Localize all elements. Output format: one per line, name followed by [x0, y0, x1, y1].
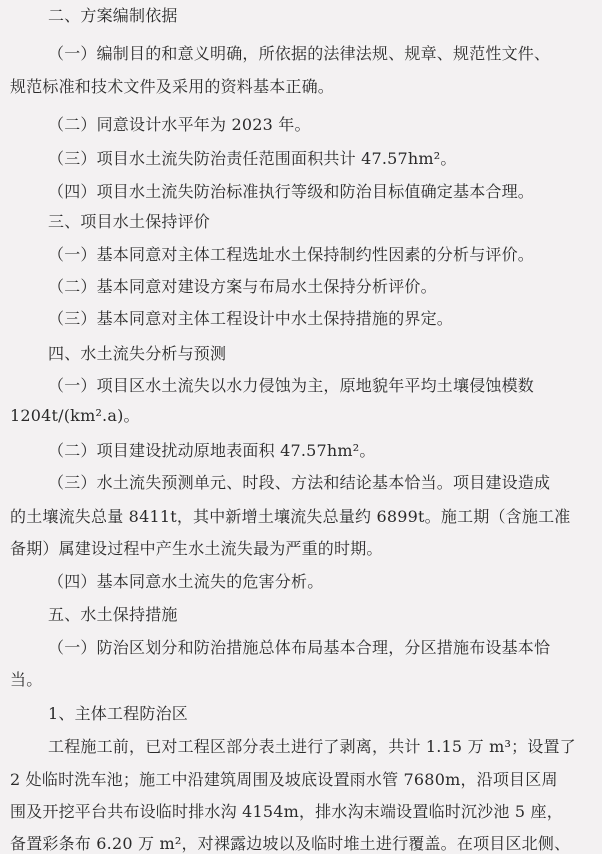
heading-section-5: 五、水土保持措施	[48, 605, 178, 624]
paragraph-line: 备期）属建设过程中产生水土流失最为严重的时期。	[10, 539, 383, 558]
paragraph-line: （三）基本同意对主体工程设计中水土保持措施的界定。	[48, 309, 454, 328]
paragraph-line: 2 处临时洗车池；施工中沿建筑周围及坡底设置雨水管 7680m，沿项目区周	[10, 770, 558, 789]
paragraph-line: 的土壤流失总量 8411t，其中新增土壤流失总量约 6899t。施工期（含施工准	[10, 507, 571, 526]
heading-section-4: 四、水土流失分析与预测	[48, 344, 227, 363]
paragraph-line: （四）基本同意水土流失的危害分析。	[48, 572, 324, 591]
heading-section-3: 三、项目水土保持评价	[48, 212, 211, 231]
heading-section-2: 二、方案编制依据	[48, 6, 178, 25]
paragraph-line: （三）水土流失预测单元、时段、方法和结论基本恰当。项目建设造成	[48, 473, 551, 492]
paragraph-line: （四）项目水土流失防治标准执行等级和防治目标值确定基本合理。	[48, 182, 535, 201]
paragraph-line: 工程施工前，已对工程区部分表土进行了剥离，共计 1.15 万 m³；设置了	[48, 737, 576, 756]
paragraph-line: （一）项目区水土流失以水力侵蚀为主，原地貌年平均土壤侵蚀模数	[48, 376, 535, 395]
paragraph-line: （一）防治区划分和防治措施总体布局基本合理，分区措施布设基本恰	[48, 638, 551, 657]
paragraph-line: （二）项目建设扰动原地表面积 47.57hm²。	[48, 441, 376, 460]
paragraph-line: （三）项目水土流失防治责任范围面积共计 47.57hm²。	[48, 149, 457, 168]
paragraph-line: （二）同意设计水平年为 2023 年。	[48, 115, 311, 134]
paragraph-line: 1204t/(km².a)。	[10, 406, 140, 425]
paragraph-line: （一）基本同意对主体工程选址水土保持制约性因素的分析与评价。	[48, 245, 535, 264]
paragraph-line: （二）基本同意对建设方案与布局水土保持分析评价。	[48, 277, 437, 296]
paragraph-line: 规范标准和技术文件及采用的资料基本正确。	[10, 77, 335, 96]
paragraph-line: 备置彩条布 6.20 万 m²，对裸露边坡以及临时堆土进行覆盖。在项目区北侧、	[10, 834, 571, 853]
subheading-main-project-zone: 1、主体工程防治区	[48, 704, 188, 723]
paragraph-line: 当。	[10, 670, 43, 689]
paragraph-line: 围及开挖平台共布设临时排水沟 4154m，排水沟末端设置临时沉沙池 5 座，	[10, 802, 563, 821]
paragraph-line: （一）编制目的和意义明确，所依据的法律法规、规章、规范性文件、	[48, 44, 551, 63]
